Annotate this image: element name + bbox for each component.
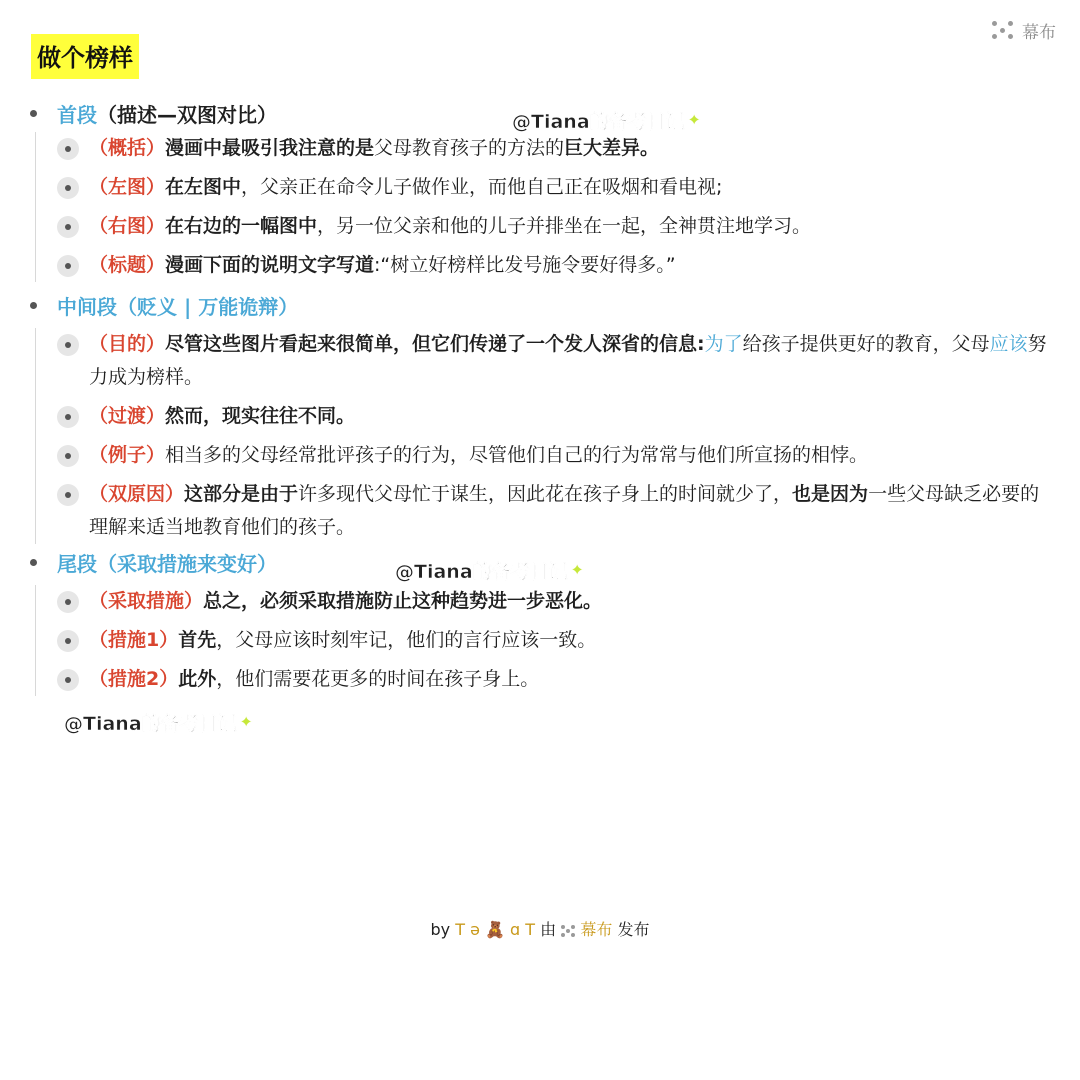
bullet-dot[interactable] [57, 484, 79, 506]
list-item-text [89, 663, 1058, 696]
item-tag: （采取措施） [89, 590, 204, 612]
bullet-dot[interactable] [30, 559, 37, 566]
item-tag: （过渡） [89, 405, 166, 427]
item-text-segment: 漫画下面的说明文字写道 [165, 254, 375, 276]
item-text-segment: 首先 [178, 629, 217, 651]
section-middle [28, 290, 1058, 544]
bullet-dot[interactable] [57, 669, 79, 691]
item-tag: （措施2） [89, 668, 179, 690]
item-text-segment: 也是因为 [792, 483, 869, 505]
footer: by T ə 🧸 ɑ T 由 幕布 发布 [430, 920, 650, 939]
list-item-text [89, 171, 1058, 204]
item-text-segment: 给孩子提供更好的教育，父母 [742, 333, 990, 355]
sparkle-icon: ✦ [238, 712, 254, 733]
mubu-logo-icon [561, 925, 575, 937]
item-tag: （措施1） [89, 629, 179, 651]
list-item[interactable] [36, 249, 1058, 282]
watermark: @Tiana的备考日记 ✦ [64, 712, 254, 735]
item-text-segment: :“树立好榜样比发号施令要好得多。” [374, 254, 676, 276]
item-text-segment: 巨大差异。 [564, 137, 660, 159]
watermark: @Tiana的备考日记 ✦ [512, 110, 702, 133]
bullet-dot[interactable] [57, 334, 79, 356]
item-tag: （双原因） [89, 483, 185, 505]
item-text-segment: 总之，必须采取措施防止这种趋势进一步恶化。 [203, 590, 603, 612]
list-item-text [89, 132, 1058, 165]
item-text-segment: 许多现代父母忙于谋生，因此花在孩子身上的时间就少了， [298, 483, 793, 505]
item-tag: （左图） [89, 176, 166, 198]
list-item[interactable] [36, 663, 1058, 696]
list-item[interactable] [36, 132, 1058, 165]
item-text-segment: 然而，现实往往不同。 [165, 405, 356, 427]
list-item[interactable] [36, 585, 1058, 618]
item-text-segment: ，另一位父亲和他的儿子并排坐在一起，全神贯注地学习。 [317, 215, 812, 237]
item-text-segment: ，父母应该时刻牢记，他们的言行应该一致。 [216, 629, 597, 651]
item-text-segment: 此外 [178, 668, 217, 690]
bullet-dot[interactable] [30, 302, 37, 309]
list-item-text [89, 210, 1058, 243]
list-item-text [89, 585, 1058, 618]
list-item[interactable] [36, 210, 1058, 243]
bullet-dot[interactable] [57, 591, 79, 613]
item-tag: （标题） [89, 254, 166, 276]
list-item[interactable] [36, 478, 1058, 544]
app-name[interactable]: 幕布 [580, 920, 613, 939]
bullet-dot[interactable] [30, 110, 37, 117]
item-tag: （概括） [89, 137, 166, 159]
list-item[interactable] [36, 328, 1058, 394]
item-text-segment: 应该 [989, 333, 1028, 355]
brand-label: 幕布 [1022, 23, 1056, 43]
item-text-segment: 一些父母缺乏必要的理解来适当地教育他们的孩子。 [89, 483, 1040, 538]
list-item[interactable] [36, 624, 1058, 657]
section-title: 尾段（采取措施来变好） [57, 551, 277, 576]
item-list [35, 132, 1058, 282]
brand [992, 18, 1056, 43]
bullet-dot[interactable] [57, 406, 79, 428]
watermark: @Tiana的备考日记 ✦ [395, 560, 585, 583]
bullet-dot[interactable] [57, 445, 79, 467]
section-header[interactable] [28, 290, 1058, 320]
item-text-segment: 这部分是由于 [184, 483, 299, 505]
item-tag: （例子） [89, 444, 166, 466]
item-text-segment: 漫画中最吸引我注意的是 [165, 137, 375, 159]
item-text-segment: 在右边的一幅图中 [165, 215, 318, 237]
item-text-segment: 努力成为榜样。 [89, 333, 1047, 388]
item-tag: （目的） [89, 333, 166, 355]
item-list [35, 328, 1058, 544]
bullet-dot[interactable] [57, 177, 79, 199]
item-text-segment: 父母教育孩子的方法的 [374, 137, 565, 159]
list-item[interactable] [36, 439, 1058, 472]
list-item-text [89, 400, 1058, 433]
item-text-segment: ，他们需要花更多的时间在孩子身上。 [216, 668, 540, 690]
section-title: 中间段（贬义 | 万能诡辩） [57, 294, 299, 319]
list-item-text [89, 478, 1058, 544]
item-list [35, 585, 1058, 696]
list-item-text [89, 624, 1058, 657]
item-text-segment: ，父亲正在命令儿子做作业，而他自己正在吸烟和看电视; [241, 176, 723, 198]
list-item[interactable] [36, 400, 1058, 433]
bullet-dot[interactable] [57, 255, 79, 277]
mubu-logo-icon [992, 21, 1014, 41]
list-item-text [89, 249, 1058, 282]
list-item-text [89, 328, 1058, 394]
bullet-dot[interactable] [57, 138, 79, 160]
item-text-segment: 为了 [704, 333, 743, 355]
page-title: 做个榜样 [31, 34, 139, 79]
author-name[interactable]: T ə 🧸 ɑ T [455, 920, 536, 939]
section-title: 首段（描述—双图对比） [57, 102, 277, 127]
bullet-dot[interactable] [57, 630, 79, 652]
list-item-text [89, 439, 1058, 472]
sparkle-icon: ✦ [569, 560, 585, 581]
item-text-segment: 尽管这些图片看起来很简单，但它们传递了一个发人深省的信息: [165, 333, 705, 355]
list-item[interactable] [36, 171, 1058, 204]
item-tag: （右图） [89, 215, 166, 237]
sparkle-icon: ✦ [686, 110, 702, 131]
bullet-dot[interactable] [57, 216, 79, 238]
item-text-segment: 相当多的父母经常批评孩子的行为，尽管他们自己的行为常常与他们所宣扬的相悖。 [165, 444, 869, 466]
item-text-segment: 在左图中 [165, 176, 242, 198]
